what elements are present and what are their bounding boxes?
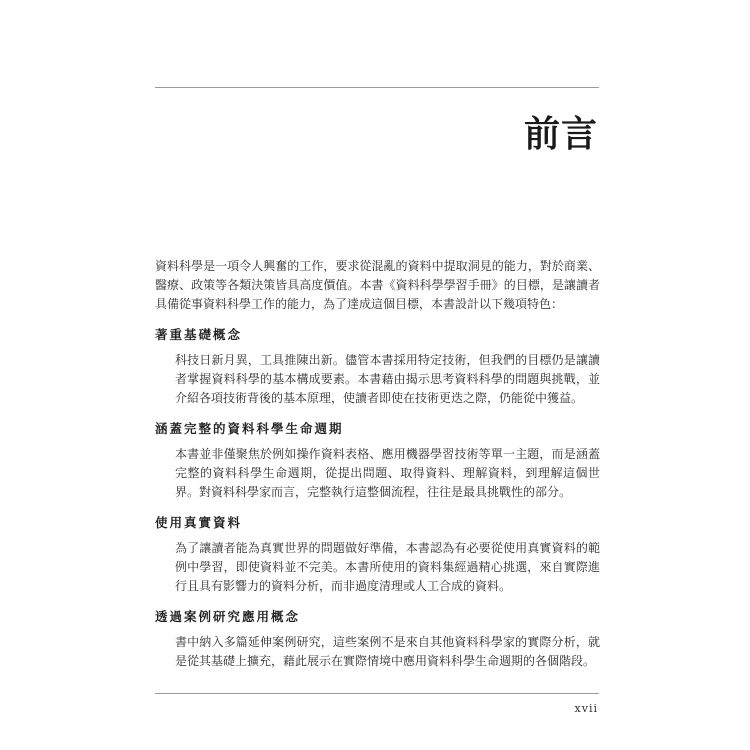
section-body: 書中納入多篇延伸案例研究，這些案例不是來自其他資料科學家的實際分析，就是從其基礎上擴充，藉此展示在實際情境中應用資料科學生命週期的各個階段。 <box>175 635 600 668</box>
section-real-data <box>155 514 600 596</box>
page-title: 前言 <box>523 114 598 155</box>
section-lifecycle <box>155 420 600 502</box>
section-heading: 透過案例研究應用概念 <box>155 609 301 624</box>
page-number: xvii <box>574 702 598 715</box>
section-case-studies <box>155 608 600 671</box>
section-heading: 使用真實資料 <box>155 515 243 530</box>
section-body: 為了讓讀者能為真實世界的問題做好準備，本書認為有必要從使用真實資料的範例中學習，即使資料並不完美。本書所使用的資料集經過精心挑選，來自實際進行且具有影響力的資料分析，而非過度清理或人工合成的資料。 <box>175 541 600 593</box>
page-content <box>155 257 600 671</box>
section-body: 科技日新月異，工具推陳出新。儘管本書採用特定技術，但我們的目標仍是讓讀者掌握資料科學的基本構成要素。本書藉由揭示思考資料科學的問題與挑戰，並介紹各項技術背後的基本原理，使讀者即使在技術更迭之際，仍能從中獲益。 <box>175 353 600 405</box>
section-heading: 著重基礎概念 <box>155 327 243 342</box>
top-rule <box>155 87 599 88</box>
intro-paragraph: 資料科學是一項令人興奮的工作，要求從混亂的資料中提取洞見的能力，對於商業、醫療、政策等各類決策皆具高度價值。本書《資料科學學習手冊》的目標，是讓讀者具備從事資料科學工作的能力，為了達成這個目標，本書設計以下幾項特色： <box>155 259 600 311</box>
section-body: 本書並非僅聚焦於例如操作資料表格、應用機器學習技術等單一主題，而是涵蓋完整的資料科學生命週期，從提出問題、取得資料、理解資料，到理解這個世界。對資料科學家而言，完整執行這整個流程，往往是最具挑戰性的部分。 <box>175 447 600 499</box>
section-heading: 涵蓋完整的資料科學生命週期 <box>155 421 344 436</box>
section-fundamentals <box>155 326 600 408</box>
bottom-rule <box>155 693 599 694</box>
